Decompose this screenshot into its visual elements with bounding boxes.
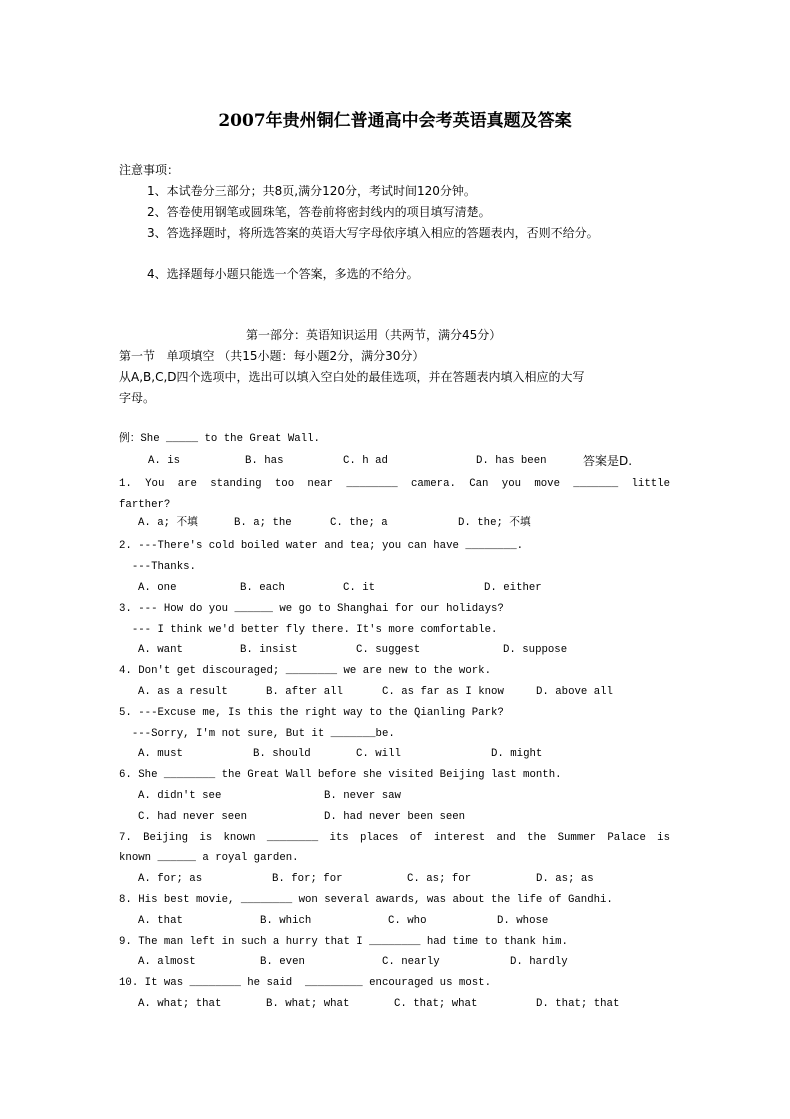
question-7-stem: known ______ a royal garden. [119, 852, 299, 864]
question-4-stem: 4. Don't get discouraged; ________ we are new to the work. [119, 665, 491, 677]
question-8-stem: 8. His best movie, ________ won several awards, was about the life of Gandhi. [119, 894, 613, 906]
notice-item: 1、本试卷分三部分；共8页,满分120分，考试时间120分钟。 [147, 184, 476, 198]
question-2-option: D. either [484, 582, 542, 594]
example-option: A. is [148, 455, 181, 467]
question-9-option: D. hardly [510, 956, 568, 968]
instruction: 从A,B,C,D四个选项中，选出可以填入空白处的最佳选项，并在答题表内填入相应的大写 [119, 370, 585, 384]
question-6-option: D. had never been seen [324, 811, 466, 823]
question-7-option: A. for; as [138, 873, 203, 885]
question-4-option: A. as a result [138, 686, 228, 698]
question-6-option: C. had never seen [138, 811, 248, 823]
question-4-option: C. as far as I know [382, 686, 504, 698]
question-10-option: D. that; that [536, 998, 620, 1010]
notice-heading: 注意事项： [119, 163, 180, 177]
question-9-option: C. nearly [382, 956, 440, 968]
question-4-option: D. above all [536, 686, 613, 698]
question-10-option: C. that; what [394, 998, 478, 1010]
question-5-option: B. should [253, 748, 311, 760]
question-7-option: B. for; for [272, 873, 343, 885]
question-2-stem: 2. ---There's cold boiled water and tea; you can have ________. [119, 540, 524, 552]
question-5-option: C. will [356, 748, 401, 760]
question-9-option: A. almost [138, 956, 196, 968]
question-1-option: B. a; the [234, 517, 292, 529]
page-title: 2007年贵州铜仁普通高中会考英语真题及答案 [218, 111, 572, 131]
question-3-option: A. want [138, 644, 183, 656]
question-3-option: B. insist [240, 644, 298, 656]
section-heading: 第一节 单项填空 （共15小题：每小题2分，满分30分） [119, 349, 425, 363]
question-8-option: D. whose [497, 915, 549, 927]
question-5-option: A. must [138, 748, 183, 760]
question-7-option: D. as; as [536, 873, 594, 885]
question-10-option: A. what; that [138, 998, 222, 1010]
question-3-stem: 3. --- How do you ______ we go to Shanghai for our holidays? [119, 603, 504, 615]
question-5-stem: ---Sorry, I'm not sure, But it _______be. [119, 728, 395, 740]
part-heading: 第一部分：英语知识运用（共两节，满分45分） [246, 328, 502, 342]
question-8-option: C. who [388, 915, 427, 927]
notice-item: 4、选择题每小题只能选一个答案，多选的不给分。 [147, 267, 419, 281]
question-7-option: C. as; for [407, 873, 472, 885]
question-1-option: C. the; a [330, 517, 388, 529]
question-5-stem: 5. ---Excuse me, Is this the right way to the Qianling Park? [119, 707, 504, 719]
question-1-option: A. a; 不填 [138, 517, 198, 529]
question-3-stem: --- I think we'd better fly there. It's more comfortable. [119, 624, 498, 636]
question-6-option: A. didn't see [138, 790, 222, 802]
question-4-option: B. after all [266, 686, 343, 698]
question-1-stem: farther? [119, 499, 171, 511]
notice-item: 3、答选择题时，将所选答案的英语大写字母依序填入相应的答题表内，否则不给分。 [147, 226, 599, 240]
question-7-stem: 7. Beijing is known ________ its places of interest and the Summer Palace is [119, 832, 670, 844]
question-10-stem: 10. It was ________ he said _________ encouraged us most. [119, 977, 491, 989]
question-3-option: D. suppose [503, 644, 568, 656]
example-option: C. h ad [343, 455, 388, 467]
example-option: B. has [245, 455, 284, 467]
question-6-stem: 6. She ________ the Great Wall before she visited Beijing last month. [119, 769, 562, 781]
question-1-stem: 1. You are standing too near ________ camera. Can you move _______ little [119, 478, 670, 490]
question-8-option: B. which [260, 915, 312, 927]
question-10-option: B. what; what [266, 998, 350, 1010]
question-8-option: A. that [138, 915, 183, 927]
question-3-option: C. suggest [356, 644, 421, 656]
question-6-option: B. never saw [324, 790, 401, 802]
instruction: 字母。 [119, 391, 156, 405]
example-answer: 答案是D. [583, 454, 633, 468]
question-2-option: A. one [138, 582, 177, 594]
question-9-stem: 9. The man left in such a hurry that I ________ had time to thank him. [119, 936, 568, 948]
notice-item: 2、答卷使用钢笔或圆珠笔，答卷前将密封线内的项目填写清楚。 [147, 205, 491, 219]
example-option: D. has been [476, 455, 547, 467]
question-2-option: C. it [343, 582, 376, 594]
question-9-option: B. even [260, 956, 305, 968]
question-2-stem: ---Thanks. [119, 561, 196, 573]
example-stem: 例：She _____ to the Great Wall. [119, 433, 320, 445]
question-1-option: D. the; 不填 [458, 517, 531, 529]
question-5-option: D. might [491, 748, 543, 760]
question-2-option: B. each [240, 582, 285, 594]
